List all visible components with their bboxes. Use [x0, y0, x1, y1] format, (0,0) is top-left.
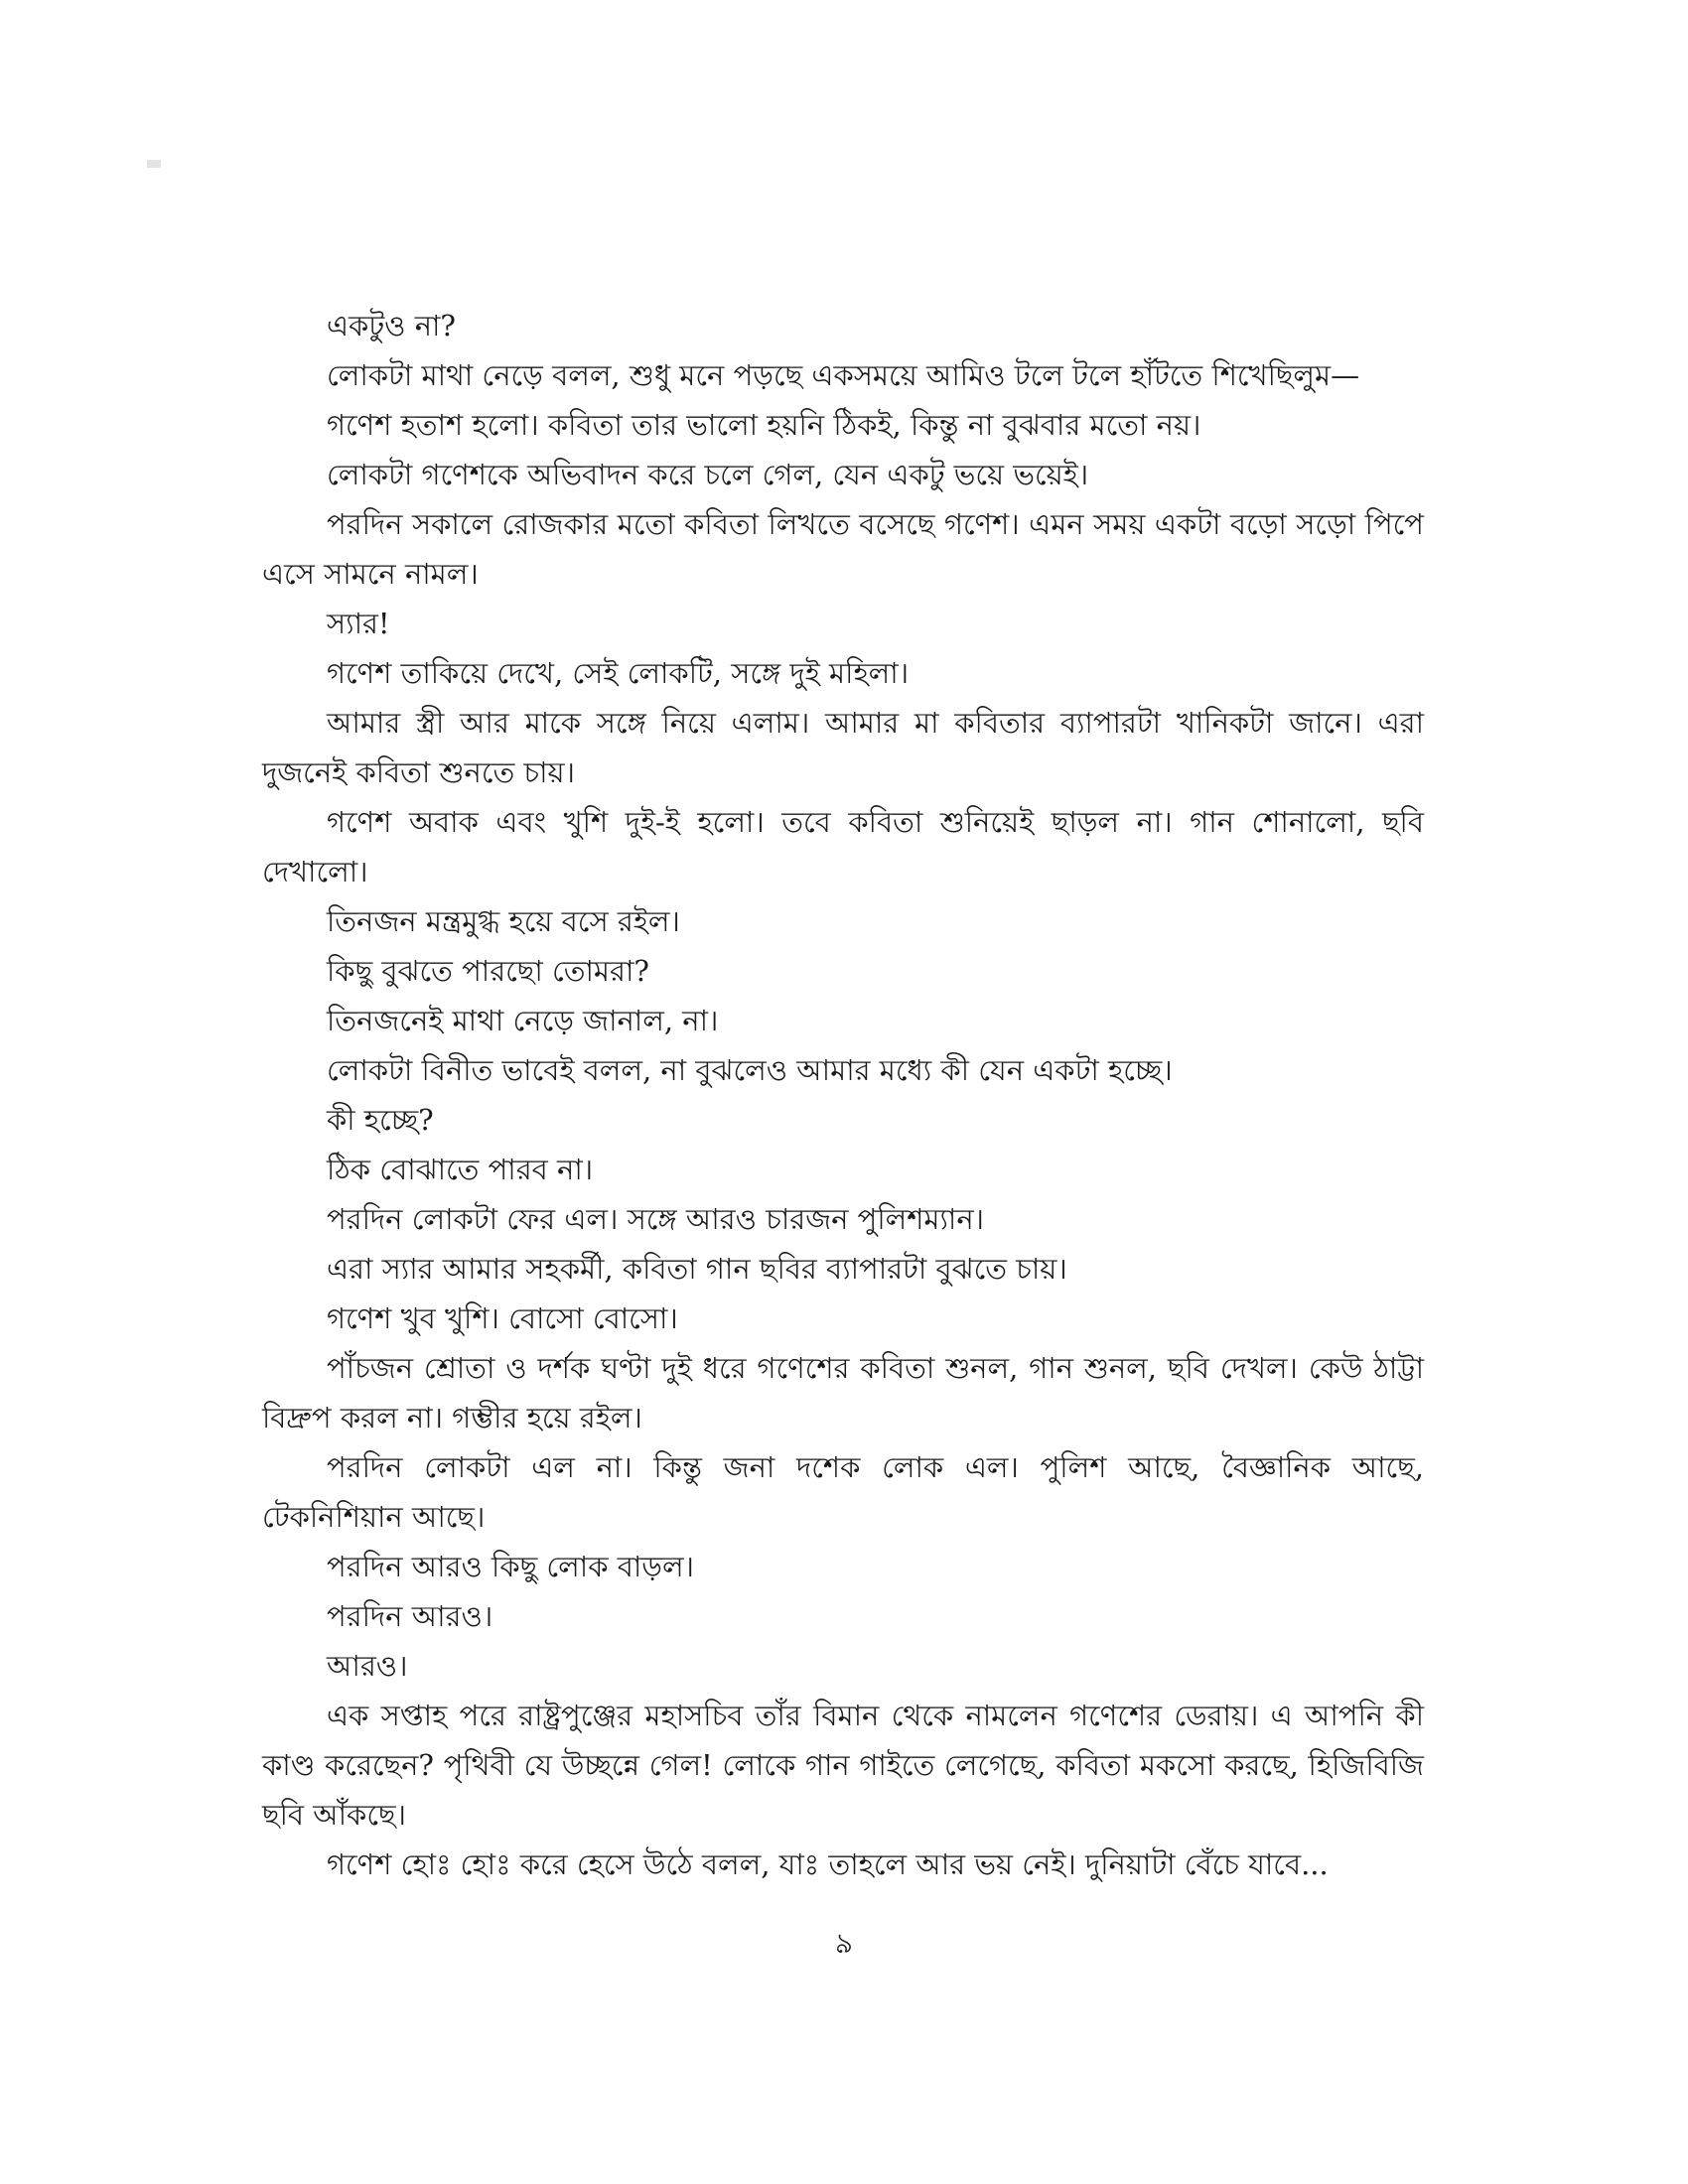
page-body [262, 301, 1424, 1889]
paragraph: পাঁচজন শ্রোতা ও দর্শক ঘণ্টা দুই ধরে গণেশের কবিতা শুনল, গান শুনল, ছবি দেখল। কেউ ঠাট্টা বিদ্রুপ করল না। গম্ভীর হয়ে রইল। [262, 1351, 1424, 1434]
paragraph: গণেশ তাকিয়ে দেখে, সেই লোকটি, সঙ্গে দুই মহিলা। [327, 656, 910, 690]
paragraph: আমার স্ত্রী আর মাকে সঙ্গে নিয়ে এলাম। আমার মা কবিতার ব্যাপারটা খানিকটা জানে। এরা দুজনেই কবিতা শুনতে চায়। [262, 706, 1424, 789]
paragraph: এক সপ্তাহ পরে রাষ্ট্রপুঞ্জের মহাসচিব তাঁর বিমান থেকে নামলেন গণেশের ডেরায়। এ আপনি কী কাণ্ড করেছেন? পৃথিবী যে উচ্ছন্নে গেল! লোকে গান গাইতে লেগেছে, কবিতা মকসো করছে, হিজিবিজি ছবি আঁকছে। [262, 1699, 1424, 1832]
paragraph: কিছু বুঝতে পারছো তোমরা? [327, 954, 649, 988]
paragraph: পরদিন লোকটা ফের এল। সঙ্গে আরও চারজন পুলিশম্যান। [327, 1202, 985, 1236]
paragraph: তিনজনেই মাথা নেড়ে জানাল, না। [327, 1004, 719, 1037]
paragraph: লোকটা গণেশকে অভিবাদন করে চলে গেল, যেন একটু ভয়ে ভয়েই। [327, 458, 1089, 491]
paragraph: আরও। [327, 1649, 408, 1683]
paragraph: তিনজন মন্ত্রমুগ্ধ হয়ে বসে রইল। [327, 904, 680, 938]
paragraph: কী হচ্ছে? [327, 1103, 434, 1137]
paragraph: লোকটা মাথা নেড়ে বলল, শুধু মনে পড়ছে একসময়ে আমিও টলে টলে হাঁটতে শিখেছিলুম— [327, 358, 1360, 392]
paragraph: গণেশ হোঃ হোঃ করে হেসে উঠে বলল, যাঃ তাহলে আর ভয় নেই। দুনিয়াটা বেঁচে যাবে... [327, 1847, 1329, 1881]
paragraph: ঠিক বোঝাতে পারব না। [327, 1153, 594, 1186]
paragraph: গণেশ অবাক এবং খুশি দুই-ই হলো। তবে কবিতা শুনিয়েই ছাড়ল না। গান শোনালো, ছবি দেখালো। [262, 805, 1424, 888]
paragraph: লোকটা বিনীত ভাবেই বলল, না বুঝলেও আমার মধ্যে কী যেন একটা হচ্ছে। [327, 1053, 1173, 1087]
paragraph: একটুও না? [327, 309, 456, 342]
paragraph: পরদিন আরও। [327, 1599, 493, 1633]
paragraph: পরদিন আরও কিছু লোক বাড়ল। [327, 1550, 694, 1583]
page-number: ৯ [834, 1927, 854, 1960]
paragraph: গণেশ খুব খুশি। বোসো বোসো। [327, 1301, 678, 1335]
paragraph: পরদিন সকালে রোজকার মতো কবিতা লিখতে বসেছে গণেশ। এমন সময় একটা বড়ো সড়ো পিপে এসে সামনে নামল। [262, 507, 1424, 591]
paragraph: পরদিন লোকটা এল না। কিন্তু জনা দশেক লোক এল। পুলিশ আছে, বৈজ্ঞানিক আছে, টেকনিশিয়ান আছে। [262, 1450, 1424, 1534]
paragraph: এরা স্যার আমার সহকর্মী, কবিতা গান ছবির ব্যাপারটা বুঝতে চায়। [327, 1252, 1067, 1286]
scan-speck [147, 160, 161, 168]
paragraph: স্যার! [327, 607, 390, 640]
paragraph: গণেশ হতাশ হলো। কবিতা তার ভালো হয়নি ঠিকই, কিন্তু না বুঝবার মতো নয়। [327, 408, 1201, 442]
